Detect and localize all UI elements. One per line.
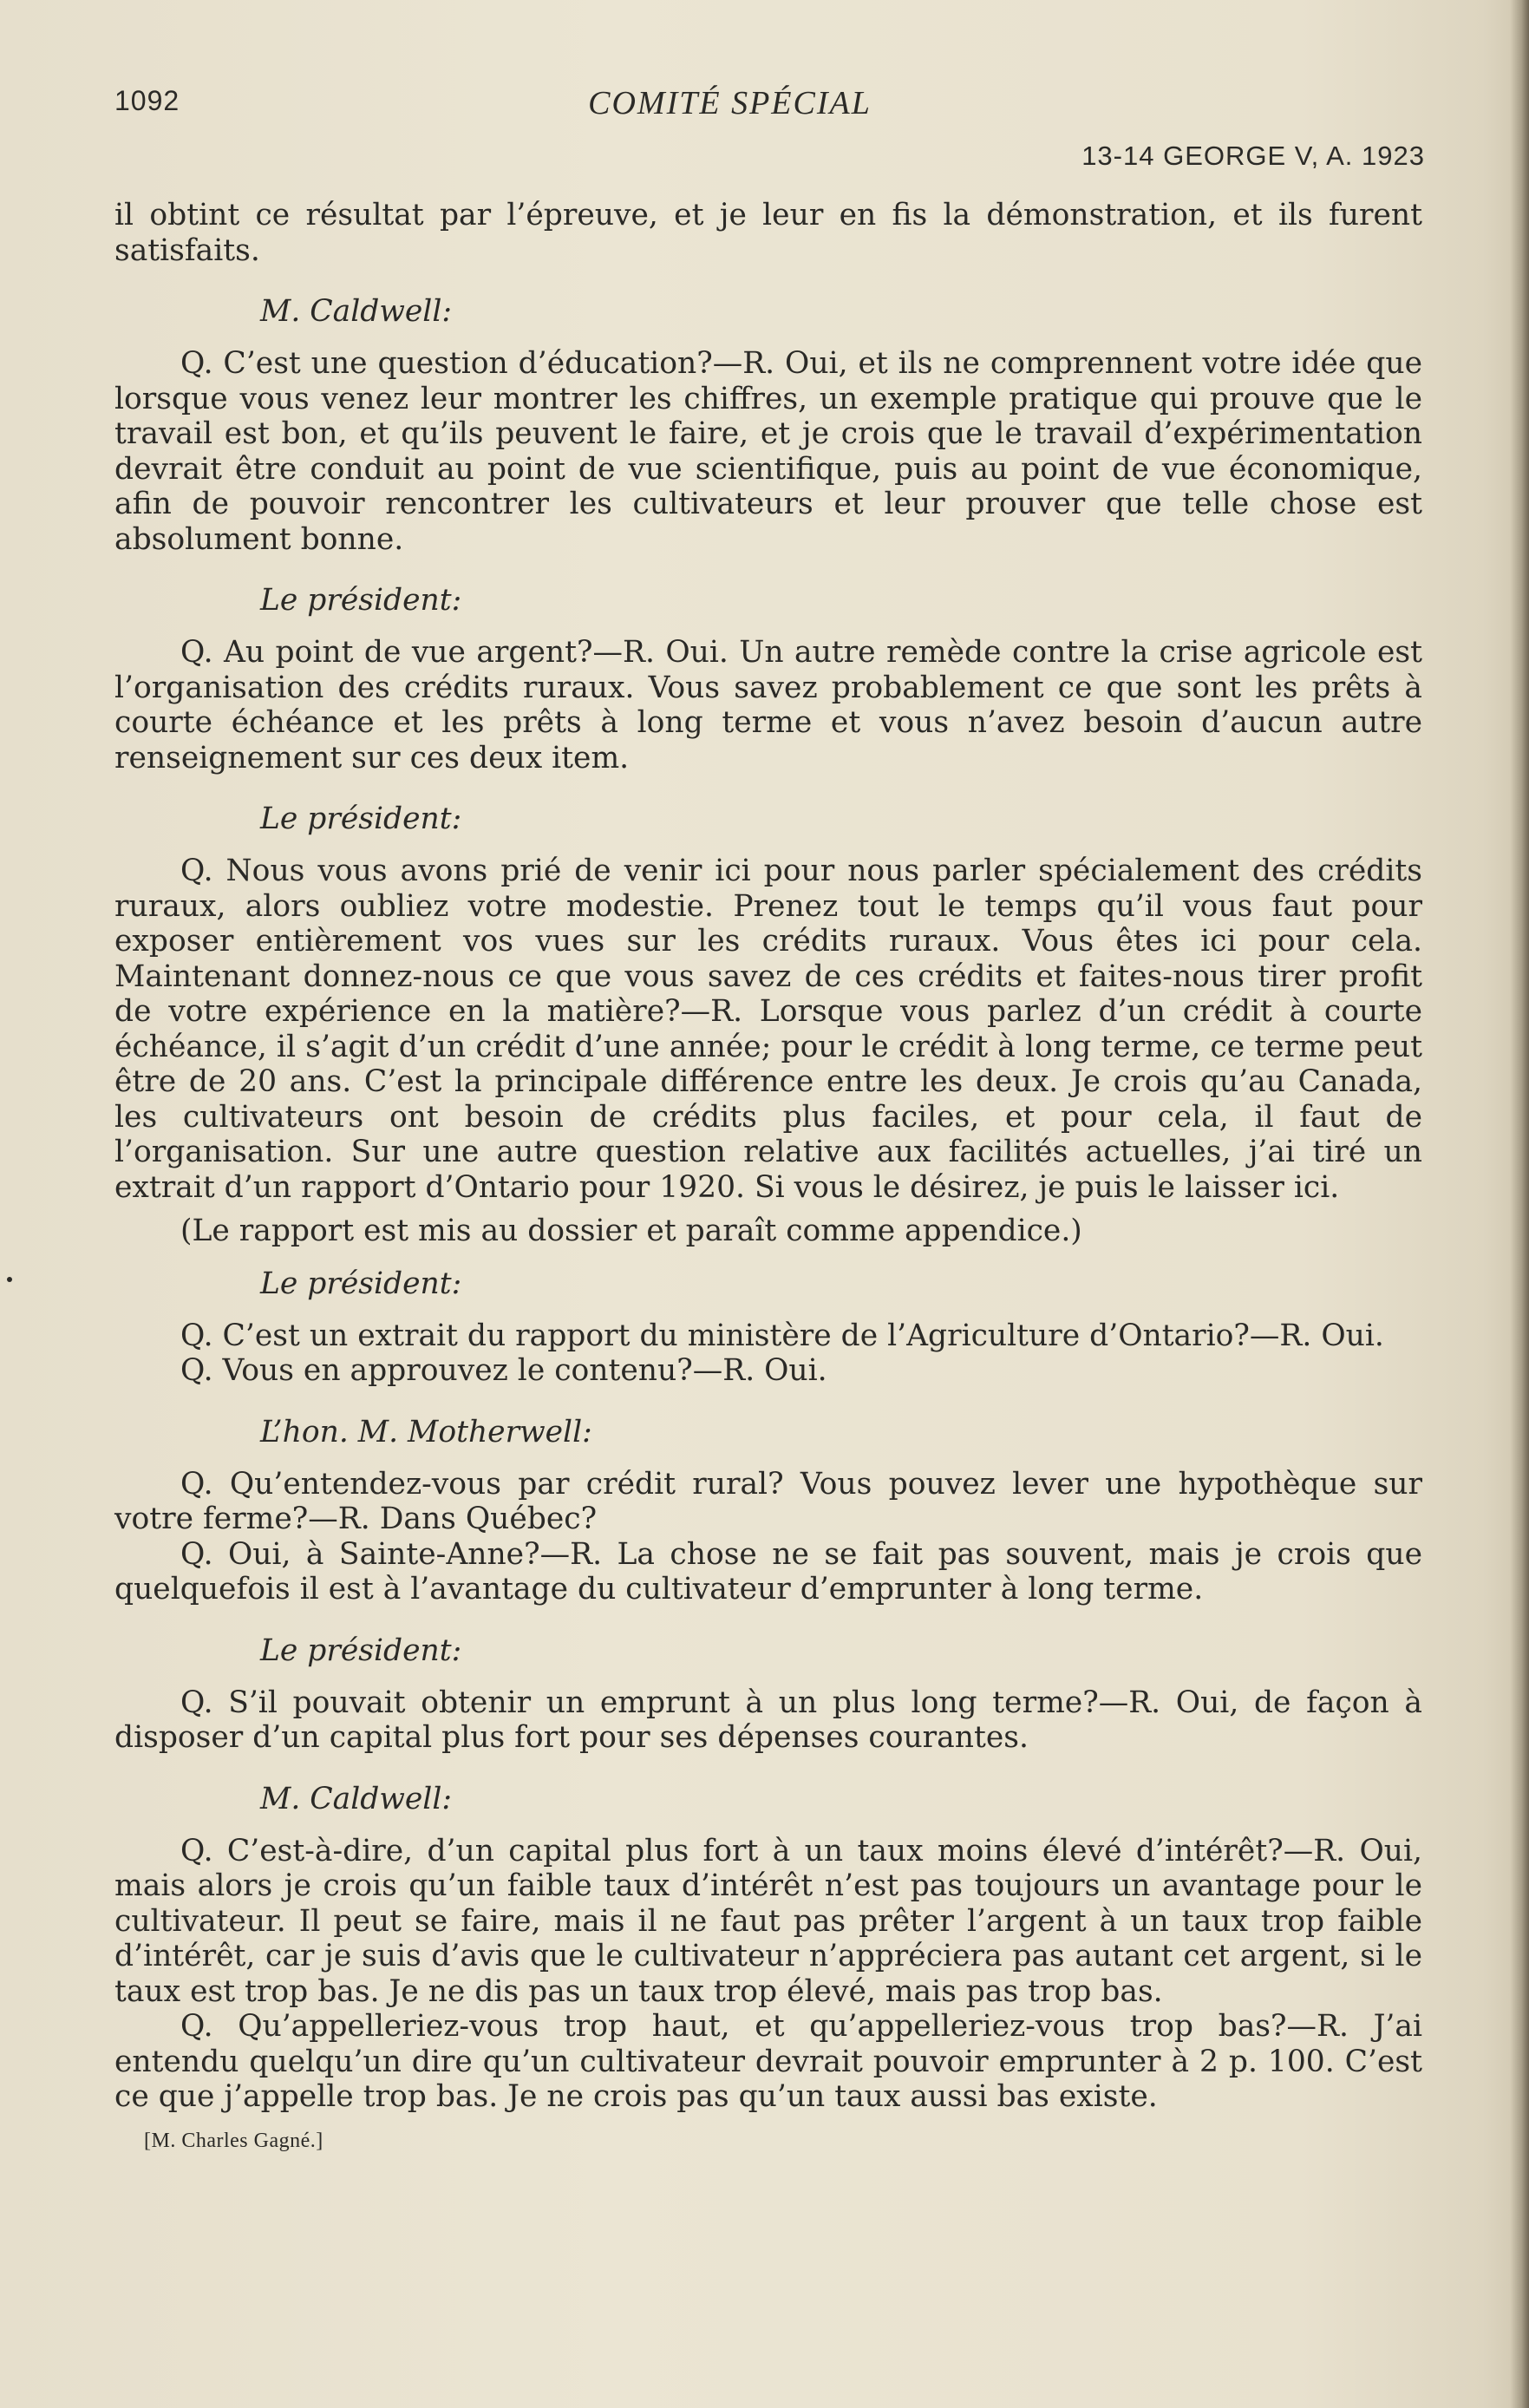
speaker-label: M. Caldwell:	[260, 1781, 452, 1816]
page-number: 1092	[114, 85, 180, 116]
speaker-label: L’hon. M. Motherwell:	[260, 1414, 592, 1449]
paragraph: Q. C’est un extrait du rapport du ministère de l’Agriculture d’Ontario?—R. Oui.	[180, 1318, 1384, 1353]
paragraph: Q. Qu’appelleriez-vous trop haut, et qu’appelleriez-vous trop bas?—R. J’ai entendu quelqu’un dire qu’un cultivateur devrait pouvoir emprunter à 2 p. 100. C’est ce que j’appelle trop bas. Je ne crois pas qu’un taux aussi bas existe.	[114, 2009, 1422, 2114]
paragraph: il obtint ce résultat par l’épreuve, et je leur en fis la démonstration, et ils furent satisfaits.	[114, 198, 1422, 268]
testimony-text	[114, 198, 1422, 2158]
paragraph: Q. C’est une question d’éducation?—R. Oui, et ils ne comprennent votre idée que lorsque vous venez leur montrer les chiffres, un exemple pratique qui prouve que le travail est bon, et qu’ils peuvent le faire, et je crois que le travail d’expérimentation devrait être conduit au point de vue scientifique, puis au point de vue économique, afin de pouvoir rencontrer les cultivateurs et leur prouver que telle chose est absolument bonne.	[114, 346, 1422, 557]
session-label: 13-14 GEORGE V, A. 1923	[1081, 141, 1425, 171]
paragraph: Q. Oui, à Sainte-Anne?—R. La chose ne se fait pas souvent, mais je crois que quelquefois il est à l’avantage du cultivateur d’emprunter à long terme.	[114, 1536, 1422, 1606]
running-title	[0, 84, 1529, 122]
paragraph: Q. Au point de vue argent?—R. Oui. Un autre remède contre la crise agricole est l’organisation des crédits ruraux. Vous savez probablement ce que sont les prêts à courte échéance et les prêts à long terme et vous n’avez besoin d’aucun autre renseignement sur ces deux item.	[114, 635, 1422, 775]
editorial-note: (Le rapport est mis au dossier et paraît comme appendice.)	[180, 1214, 1082, 1248]
binding-edge-shadow	[1510, 0, 1529, 2408]
paragraph: Q. Qu’entendez-vous par crédit rural? Vous pouvez lever une hypothèque sur votre ferme?—R. Dans Québec?	[114, 1466, 1422, 1536]
paragraph: Q. Nous vous avons prié de venir ici pour nous parler spécialement des crédits ruraux, alors oubliez votre modestie. Prenez tout le temps qu’il vous faut pour exposer entièrement vos vues sur les crédits ruraux. Vous êtes ici pour cela. Maintenant donnez-nous ce que vous savez de ces crédits et faites-nous tirer profit de votre expérience en la matière?—R. Lorsque vous parlez d’un crédit à courte échéance, il s’agit d’un crédit d’une année; pour le crédit à long terme, ce terme peut être de 20 ans. C’est la principale différence entre les deux. Je crois qu’au Canada, les cultivateurs ont besoin de crédits plus faciles, et pour cela, il faut de l’organisation. Sur une autre question relative aux facilités actuelles, j’ai tiré un extrait d’un rapport d’Ontario pour 1920. Si vous le désirez, je puis le laisser ici.	[114, 854, 1422, 1205]
speaker-label: M. Caldwell:	[260, 294, 452, 329]
page-header	[0, 0, 1529, 191]
margin-dot	[7, 1277, 12, 1282]
paragraph: Q. S’il pouvait obtenir un emprunt à un plus long terme?—R. Oui, de façon à disposer d’un capital plus fort pour ses dépenses courantes.	[114, 1685, 1422, 1755]
speaker-label: Le président:	[260, 1266, 462, 1301]
witness-signature: [M. Charles Gagné.]	[144, 2129, 323, 2152]
paragraph: Q. C’est-à-dire, d’un capital plus fort à un taux moins élevé d’intérêt?—R. Oui, mais alors je crois qu’un faible taux d’intérêt n’est pas toujours un avantage pour le cultivateur. Il peut se faire, mais il ne faut pas prêter l’argent à un taux trop faible d’intérêt, car je suis d’avis que le cultivateur n’appréciera pas autant cet argent, si le taux est trop bas. Je ne dis pas un taux trop élevé, mais pas trop bas.	[114, 1833, 1422, 2009]
paragraph: Q. Vous en approuvez le contenu?—R. Oui.	[180, 1353, 827, 1388]
speaker-label: Le président:	[260, 583, 462, 618]
speaker-label: Le président:	[260, 1633, 462, 1668]
running-title-text: COMITÉ SPÉCIAL	[588, 85, 872, 121]
speaker-label: Le président:	[260, 802, 462, 836]
